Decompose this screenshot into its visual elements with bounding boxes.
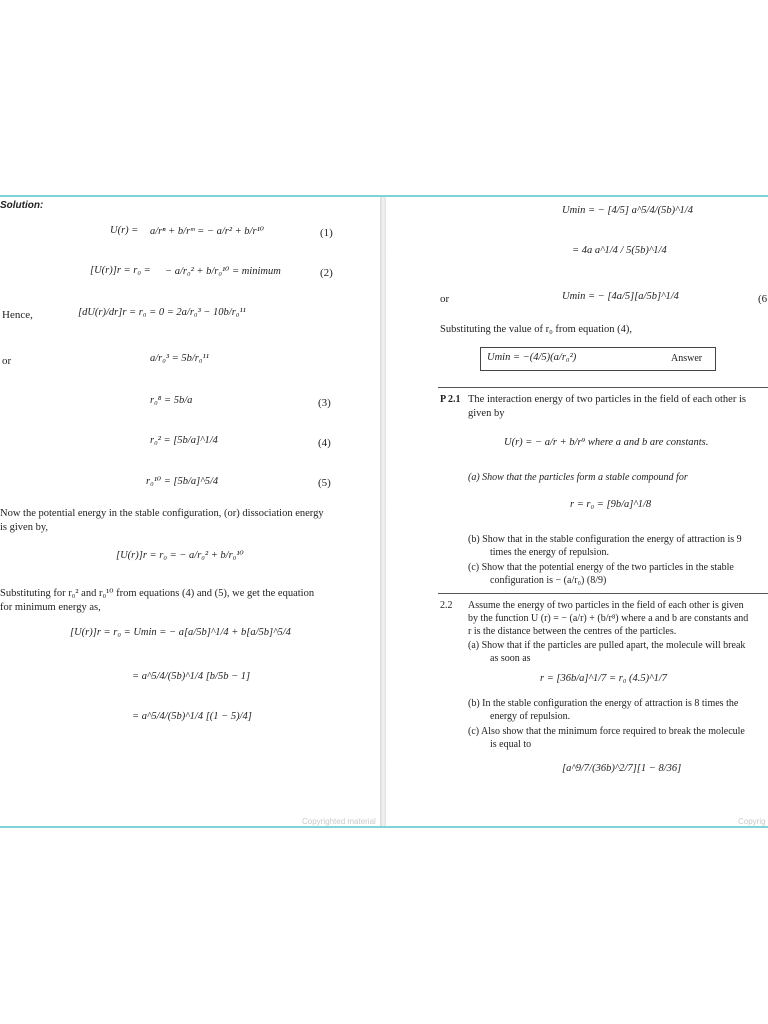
problem-2-2-part-a-equation: r = [36b/a]^1/7 = r₀ (4.5)^1/7 (540, 673, 668, 684)
equation-umin-b: = 4a a^1/4 / 5(5b)^1/4 (572, 245, 667, 256)
answer-box (480, 347, 716, 371)
problem-2-2-part-a-line1: (a) Show that if the particles are pulled apart, the molecule will break (468, 640, 746, 651)
problem-2-1-label: P 2.1 (440, 394, 461, 405)
problem-2-2-line2: by the function U (r) = − (a/r) + (b/r⁸) where a and b are constants and (468, 613, 749, 624)
paragraph-substituting-line2: for minimum energy as, (0, 602, 101, 613)
equation-umin-a: Umin = − [4/5] a^5/4/(5b)^1/4 (562, 205, 693, 216)
problem-2-1-part-a: (a) Show that the particles form a stable compound for (468, 472, 688, 483)
or-label: or (2, 355, 12, 367)
right-page (386, 197, 768, 826)
substituting-line: Substituting the value of r₀ from equation (4), (440, 324, 633, 335)
problem-2-1-part-c-line1: (c) Show that the potential energy of the two particles in the stable (468, 562, 734, 573)
answer-label: Answer (671, 353, 703, 364)
answer-equation: Umin = −(4/5)(a/r₀²) (487, 352, 577, 363)
equation-4: r₀² = [5b/a]^1/4 (150, 435, 218, 446)
problem-2-2-part-a-line2: as soon as (490, 653, 531, 664)
problem-2-1-line2: given by (468, 408, 505, 419)
solution-heading: Solution: (0, 200, 44, 211)
problem-2-2-part-c-line1: (c) Also show that the minimum force required to break the molecule (468, 726, 745, 737)
problem-2-2-part-b-line1: (b) In the stable configuration the energy of attraction is 8 times the (468, 698, 739, 709)
section-divider-1 (438, 387, 768, 388)
equation-6-number: (6 (758, 293, 768, 305)
equation-umin-c: Umin = − [4a/5][a/5b]^1/4 (562, 291, 679, 302)
equation-4-number: (4) (318, 437, 331, 449)
paragraph-dissociation-line2: is given by, (0, 522, 49, 533)
equation-1-number: (1) (320, 227, 333, 239)
paragraph-dissociation-line1: Now the potential energy in the stable configuration, (or) dissociation energy (0, 508, 324, 519)
equation-or: a/r₀³ = 5b/r₀¹¹ (150, 353, 209, 364)
equation-2-number: (2) (320, 267, 333, 279)
derivative-equation: [dU(r)/dr]r = r₀ = 0 = 2a/r₀³ − 10b/r₀¹¹ (78, 307, 246, 318)
equation-2-lhs: [U(r)]r = r₀ = (90, 265, 151, 276)
problem-2-1-line1: The interaction energy of two particles in the field of each other is (468, 394, 746, 405)
equation-umin-step3: = a^5/4/(5b)^1/4 [(1 − 5)/4] (132, 711, 252, 722)
or-label-right: or (440, 293, 450, 305)
problem-2-2-line1: Assume the energy of two particles in the field of each other is given (468, 600, 744, 611)
problem-2-2-line3: r is the distance between the centres of the particles. (468, 626, 677, 637)
paragraph-substituting-line1: Substituting for r₀² and r₀¹⁰ from equations (4) and (5), we get the equation (0, 588, 315, 599)
left-page (0, 197, 380, 826)
problem-2-2-part-c-equation: [a^9/7/(36b)^2/7][1 − 8/36] (562, 763, 682, 774)
equation-5-number: (5) (318, 477, 331, 489)
equation-umin: [U(r)]r = r₀ = Umin = − a[a/5b]^1/4 + b[a/5b]^5/4 (70, 627, 291, 638)
equation-3: r₀⁸ = 5b/a (150, 395, 193, 406)
problem-2-2-part-c-line2: is equal to (490, 739, 532, 750)
problem-2-2-label: 2.2 (440, 600, 453, 611)
problem-2-1-part-c-line2: configuration is − (a/r₀) (8/9) (490, 575, 607, 586)
equation-1-rhs: a/rⁿ + b/rᵐ = − a/r² + b/r¹⁰ (150, 226, 264, 237)
problem-2-2-part-b-line2: energy of repulsion. (490, 711, 571, 722)
equation-umin-step2: = a^5/4/(5b)^1/4 [b/5b − 1] (132, 671, 251, 682)
equation-3-number: (3) (318, 397, 331, 409)
equation-5: r₀¹⁰ = [5b/a]^5/4 (146, 476, 219, 487)
problem-2-1-part-b-line1: (b) Show that in the stable configuration the energy of attraction is 9 (468, 534, 742, 545)
equation-energy-stable: [U(r)]r = r₀ = − a/r₀² + b/r₀¹⁰ (116, 550, 244, 561)
hence-label: Hence, (2, 309, 33, 321)
page-spread-bottom-border (0, 826, 768, 828)
section-divider-2 (438, 593, 768, 594)
problem-2-1-part-a-equation: r = r₀ = [9b/a]^1/8 (570, 499, 652, 510)
watermark-right: Copyrig (738, 817, 766, 826)
problem-2-1-part-b-line2: times the energy of repulsion. (490, 547, 609, 558)
equation-1: U(r) = (110, 225, 139, 236)
watermark-left: Copyrighted material (302, 817, 376, 826)
equation-2-rhs: − a/r₀² + b/r₀¹⁰ = minimum (165, 266, 281, 277)
problem-2-1-equation: U(r) = − a/r + b/r⁹ where a and b are constants. (504, 437, 709, 448)
